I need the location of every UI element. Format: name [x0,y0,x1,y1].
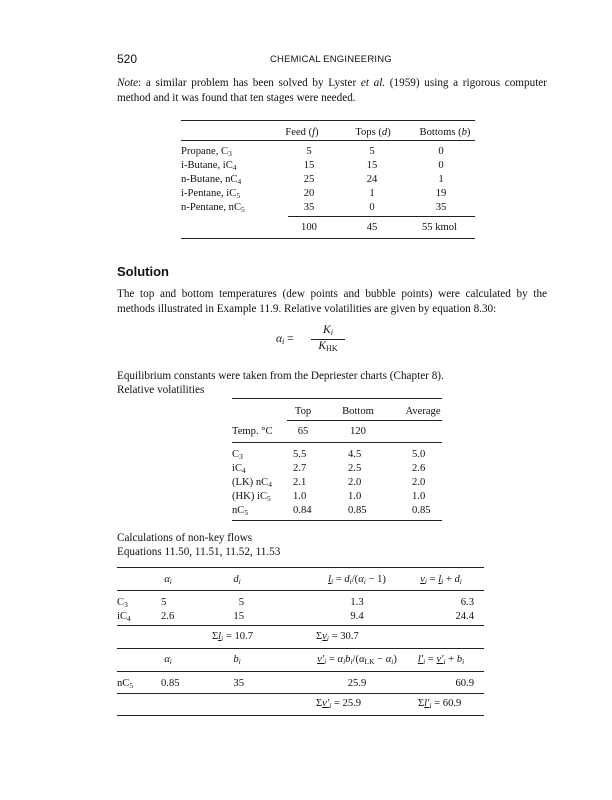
table1-header-rule [181,140,475,141]
table2-cell-top: 2.1 [293,477,307,488]
table3-cell-b: 35 [233,678,244,689]
table2-row-name: $iC_4$ [232,463,246,475]
table2-row-name: (LK) $nC_4$ [232,477,272,489]
table3-rows-b-rule [117,693,484,694]
table3-cell-v: 24.4 [455,611,474,622]
table1-cell-tops: 0 [369,202,375,213]
table2-header-average: Average [405,406,441,417]
table1-cell-feed: 15 [303,160,315,171]
table1-cell-bottoms: 1 [438,174,444,185]
table1-top-rule [181,120,475,121]
table1-cell-feed: 25 [303,174,315,185]
table3-sum-rule [117,648,484,649]
table2-header-bottom: Bottom [342,406,374,417]
note-text-a: : a similar problem has been solved by Lyster [138,77,361,89]
table1-cell-tops: 24 [366,174,378,185]
table3-cell-alpha: 0.85 [161,678,180,689]
note-lead: Note [117,77,139,89]
table3-row-name: $C_3$ [117,597,128,609]
table3-header-alpha-b: $\alpha_i$ [164,654,172,666]
equilibrium-line: Equilibrium constants were taken from the Depriester charts (Chapter 8). [117,370,444,382]
table2-cell-average: 2.6 [412,463,426,474]
table1-header-feed: Feed (f) [285,127,319,138]
table1-cell-bottoms: 0 [438,146,444,157]
table3-cell-d: 5 [238,597,244,608]
equation-denominator: $K_{HK}$ [318,340,338,353]
table1-total-bottoms: 55 kmol [422,222,458,233]
table1-cell-feed: 5 [306,146,312,157]
solution-paragraph: The top and bottom temperatures (dew points and bubble points) were calculated by the methods illustrated in Example 11.9. Relative volatilities are given by equation 8.30: [117,288,547,315]
table3-cell-lprime: 60.9 [455,678,474,689]
table2-cell-average: 5.0 [412,449,426,460]
equation-numerator: $K_i$ [323,324,333,337]
table2-top-rule [232,398,442,399]
calculations-line: Calculations of non-key flows [117,532,253,544]
table1-row-name: i-Butane, $iC_4$ [181,160,237,172]
table3-cell-alpha: 2.6 [161,611,175,622]
table2-cell-bottom: 1.0 [348,491,362,502]
note-etal: et al. [360,77,386,89]
table2-bottom-rule [232,520,442,521]
table2-cell-top: 1.0 [293,491,307,502]
equations-line: Equations 11.50, 11.51, 11.52, 11.53 [117,546,281,558]
table3-top-rule [117,567,484,568]
page-number: 520 [117,52,138,66]
table3-header-v: $v_i = l_i + d_i$ [420,574,462,586]
table1-row-name: n-Butane, $nC_4$ [181,174,242,186]
table3-row-name: $nC_5$ [117,678,134,690]
table3-cell-d: 15 [233,611,244,622]
table2-temp-rule [232,442,442,443]
table2-row-name: $nC_5$ [232,505,249,517]
table2-cell-top: 5.5 [293,449,307,460]
table3-header-d: $d_i$ [233,574,241,586]
equation-lhs: $\alpha_i$ = [276,333,294,346]
table1-cell-tops: 5 [369,146,375,157]
note-paragraph [117,76,547,106]
table3-header-rule [117,590,484,591]
table1-header-bottoms: Bottoms (b) [419,127,471,138]
table3-sum-lprime: $\Sigma l'_i = 60.9$ [418,698,462,710]
table3-header-b: $b_i$ [233,654,241,666]
table2-temp-top: 65 [297,426,309,437]
table2-cell-bottom: 0.85 [348,505,367,516]
table1-cell-bottoms: 0 [438,160,444,171]
table3-bottom-rule [117,715,484,716]
table1-cell-feed: 35 [303,202,315,213]
table3-header-alpha: $\alpha_i$ [164,574,172,586]
table3-sum-l: $\Sigma l_i = 10.7$ [212,631,253,643]
table2-cell-top: 0.84 [293,505,312,516]
table3-header-l: $l_i = d_i/(\alpha_i - 1)$ [328,574,386,586]
table1-total-rule [288,216,475,217]
table2-cell-bottom: 2.0 [348,477,362,488]
table2-header-top: Top [294,406,312,417]
table3-sum-vprime: $\Sigma v'_i = 25.9$ [316,698,362,710]
table3-cell-v: 6.3 [460,597,474,608]
table1-row-name: Propane, $C_3$ [181,146,232,158]
table3-cell-alpha: 5 [161,597,167,608]
table1-total-feed: 100 [301,222,317,233]
table1-row-name: n-Pentane, $nC_5$ [181,202,245,214]
table1-cell-feed: 20 [303,188,315,199]
table1-cell-bottoms: 35 [435,202,447,213]
table3-header-b-rule [117,671,484,672]
table2-row-name: $C_3$ [232,449,243,461]
relative-volatilities-label: Relative volatilities [117,384,205,396]
table1-row-name: i-Pentane, $iC_5$ [181,188,241,200]
table2-cell-bottom: 2.5 [348,463,362,474]
table3-cell-l: 1.3 [350,597,364,608]
table1-total-tops: 45 [366,222,378,233]
table2-temp-bottom: 120 [350,426,366,437]
table3-header-vprime: $v'_i = \alpha_ib_i/(\alpha_{LK} - \alpha_i)$ [317,654,397,666]
table2-cell-top: 2.7 [293,463,307,474]
table3-header-lprime: $l'_i = v'_i + b_i$ [417,654,465,666]
table2-temp-label: Temp. °C [232,426,273,437]
solution-heading: Solution [117,264,169,279]
table3-row-name: $iC_4$ [117,611,131,623]
table1-header-tops: Tops (d) [355,127,391,138]
table3-sum-v: $\Sigma v_i = 30.7$ [316,631,359,643]
table3-cell-l: 9.4 [350,611,364,622]
table2-cell-average: 1.0 [412,491,426,502]
table2-header-rule [287,420,442,421]
table1-bottom-rule [181,238,475,239]
table3-cell-vprime: 25.9 [347,678,367,689]
note-text-b: (1959) using a rigorous computer method and it was found that ten stages were needed. [117,77,547,104]
table2-cell-bottom: 4.5 [348,449,362,460]
table1-cell-tops: 15 [366,160,378,171]
table1-cell-tops: 1 [369,188,375,199]
table2-cell-average: 2.0 [412,477,426,488]
table3-rows-rule [117,625,484,626]
table2-cell-average: 0.85 [412,505,431,516]
running-header: CHEMICAL ENGINEERING [270,54,392,65]
table2-row-name: (HK) $iC_5$ [232,491,271,503]
table1-cell-bottoms: 19 [435,188,447,199]
